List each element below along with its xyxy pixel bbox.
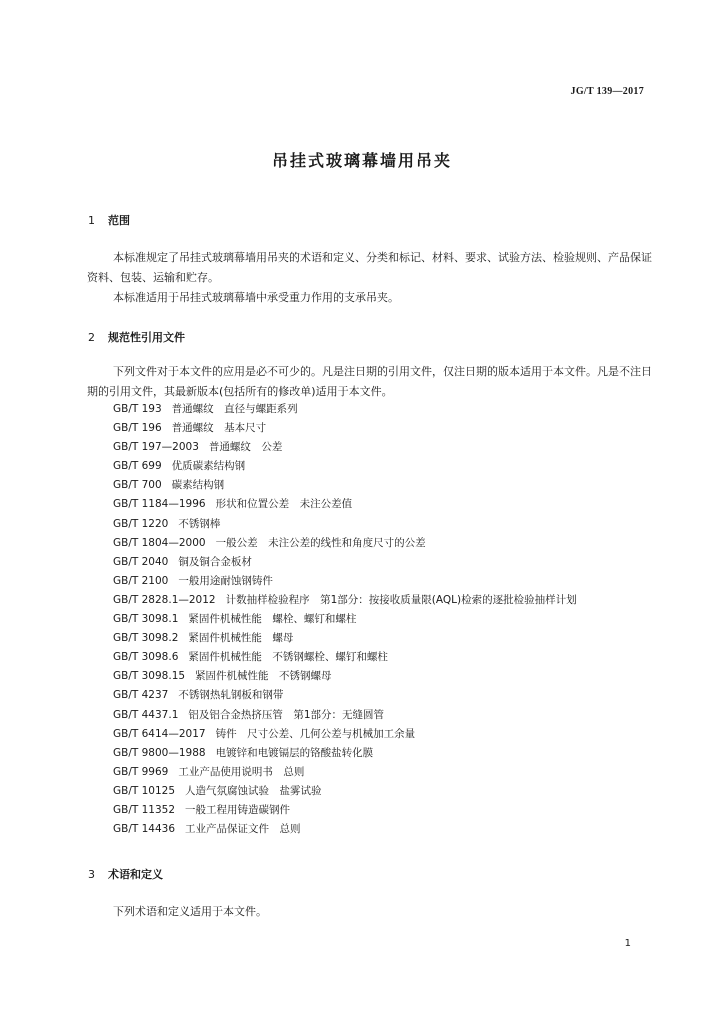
reference-code: GB/T 2828.1—2012 xyxy=(113,593,216,606)
reference-code: GB/T 3098.15 xyxy=(113,670,186,683)
section-number: 3 xyxy=(88,868,95,881)
reference-title: 工业产品保证文件 总则 xyxy=(185,823,301,836)
reference-code: GB/T 10125 xyxy=(113,784,176,797)
reference-code: GB/T 2040 xyxy=(113,555,169,568)
reference-code: GB/T 11352 xyxy=(113,803,176,816)
reference-title: 一般公差 未注公差的线性和角度尺寸的公差 xyxy=(215,536,426,549)
reference-code: GB/T 2100 xyxy=(113,574,169,587)
reference-item xyxy=(113,591,577,610)
reference-code: GB/T 4437.1 xyxy=(113,708,179,721)
reference-item xyxy=(113,725,577,744)
reference-item xyxy=(113,553,577,572)
section-2-body xyxy=(87,362,652,402)
reference-title: 紧固件机械性能 螺母 xyxy=(188,632,294,645)
reference-item xyxy=(113,400,577,419)
reference-code: GB/T 699 xyxy=(113,460,162,473)
section-title: 术语和定义 xyxy=(108,868,163,881)
reference-code: GB/T 193 xyxy=(113,403,162,415)
reference-item xyxy=(113,763,577,782)
reference-title: 铸件 尺寸公差、几何公差与机械加工余量 xyxy=(215,727,416,740)
reference-title: 普通螺纹 基本尺寸 xyxy=(171,422,267,435)
page-number: 1 xyxy=(624,938,631,949)
reference-title: 计数抽样检验程序 第1部分：按接收质量限(AQL)检索的逐批检验抽样计划 xyxy=(225,593,577,606)
reference-item xyxy=(113,476,577,495)
reference-code: GB/T 3098.6 xyxy=(113,651,179,664)
reference-title: 优质碳素结构钢 xyxy=(171,460,246,473)
reference-title: 碳素结构钢 xyxy=(171,479,225,492)
reference-item xyxy=(113,457,577,476)
reference-title: 电镀锌和电镀镉层的铬酸盐转化膜 xyxy=(215,746,374,759)
reference-item xyxy=(113,706,577,725)
reference-code: GB/T 3098.2 xyxy=(113,632,179,645)
reference-item xyxy=(113,438,577,457)
section-1-heading xyxy=(88,212,130,228)
reference-item xyxy=(113,572,577,591)
reference-item xyxy=(113,744,577,763)
reference-code: GB/T 6414—2017 xyxy=(113,727,206,740)
reference-title: 铝及铝合金热挤压管 第1部分：无缝圆管 xyxy=(188,708,385,721)
reference-item xyxy=(113,667,577,686)
paragraph: 下列术语和定义适用于本文件。 xyxy=(113,905,267,918)
normative-references-list xyxy=(113,400,577,839)
section-2-heading xyxy=(88,329,185,345)
paragraph: 本标准规定了吊挂式玻璃幕墙用吊夹的术语和定义、分类和标记、材料、要求、试验方法、检验规则、产品保证资料、包装、运输和贮存。 xyxy=(87,251,652,284)
reference-title: 一般用途耐蚀钢铸件 xyxy=(178,574,273,587)
reference-item xyxy=(113,495,577,514)
reference-title: 人造气氛腐蚀试验 盐雾试验 xyxy=(185,784,322,797)
reference-title: 形状和位置公差 未注公差值 xyxy=(215,498,353,511)
reference-item xyxy=(113,515,577,534)
reference-title: 铜及铜合金板材 xyxy=(178,555,252,568)
section-1-body xyxy=(87,248,652,308)
reference-title: 紧固件机械性能 螺栓、螺钉和螺柱 xyxy=(188,613,357,626)
section-number: 2 xyxy=(88,331,95,344)
reference-item xyxy=(113,419,577,438)
reference-code: GB/T 9969 xyxy=(113,765,169,778)
reference-code: GB/T 1804—2000 xyxy=(113,536,206,549)
reference-code: GB/T 197—2003 xyxy=(113,441,199,454)
reference-code: GB/T 4237 xyxy=(113,689,169,702)
reference-title: 普通螺纹 直径与螺距系列 xyxy=(171,403,298,415)
reference-item xyxy=(113,820,577,839)
reference-item xyxy=(113,648,577,667)
section-3-heading xyxy=(88,866,163,882)
reference-code: GB/T 700 xyxy=(113,479,162,492)
reference-code: GB/T 196 xyxy=(113,422,162,435)
reference-title: 紧固件机械性能 不锈钢螺母 xyxy=(195,670,332,683)
reference-code: GB/T 1220 xyxy=(113,517,169,530)
reference-item xyxy=(113,686,577,705)
section-title: 规范性引用文件 xyxy=(108,331,185,344)
reference-code: GB/T 9800—1988 xyxy=(113,746,206,759)
paragraph: 下列文件对于本文件的应用是必不可少的。凡是注日期的引用文件，仅注日期的版本适用于本文件。凡是不注日期的引用文件，其最新版本(包括所有的修改单)适用于本文件。 xyxy=(87,365,652,398)
section-3-body xyxy=(87,902,652,922)
section-number: 1 xyxy=(88,214,95,227)
reference-item xyxy=(113,534,577,553)
standard-code: JG/T 139—2017 xyxy=(570,86,644,97)
reference-code: GB/T 14436 xyxy=(113,823,176,836)
reference-code: GB/T 3098.1 xyxy=(113,613,179,626)
paragraph: 本标准适用于吊挂式玻璃幕墙中承受重力作用的支承吊夹。 xyxy=(113,291,399,304)
reference-code: GB/T 1184—1996 xyxy=(113,498,206,511)
reference-title: 一般工程用铸造碳钢件 xyxy=(185,803,291,816)
reference-item xyxy=(113,629,577,648)
reference-item xyxy=(113,610,577,629)
document-title: 吊挂式玻璃幕墙用吊夹 xyxy=(271,151,452,170)
section-title: 范围 xyxy=(108,214,130,227)
reference-title: 紧固件机械性能 不锈钢螺栓、螺钉和螺柱 xyxy=(188,651,388,664)
reference-title: 工业产品使用说明书 总则 xyxy=(178,765,305,778)
reference-title: 不锈钢热轧钢板和钢带 xyxy=(178,689,284,702)
reference-item xyxy=(113,782,577,801)
reference-title: 普通螺纹 公差 xyxy=(208,441,283,454)
reference-title: 不锈钢棒 xyxy=(178,517,221,530)
reference-item xyxy=(113,801,577,820)
